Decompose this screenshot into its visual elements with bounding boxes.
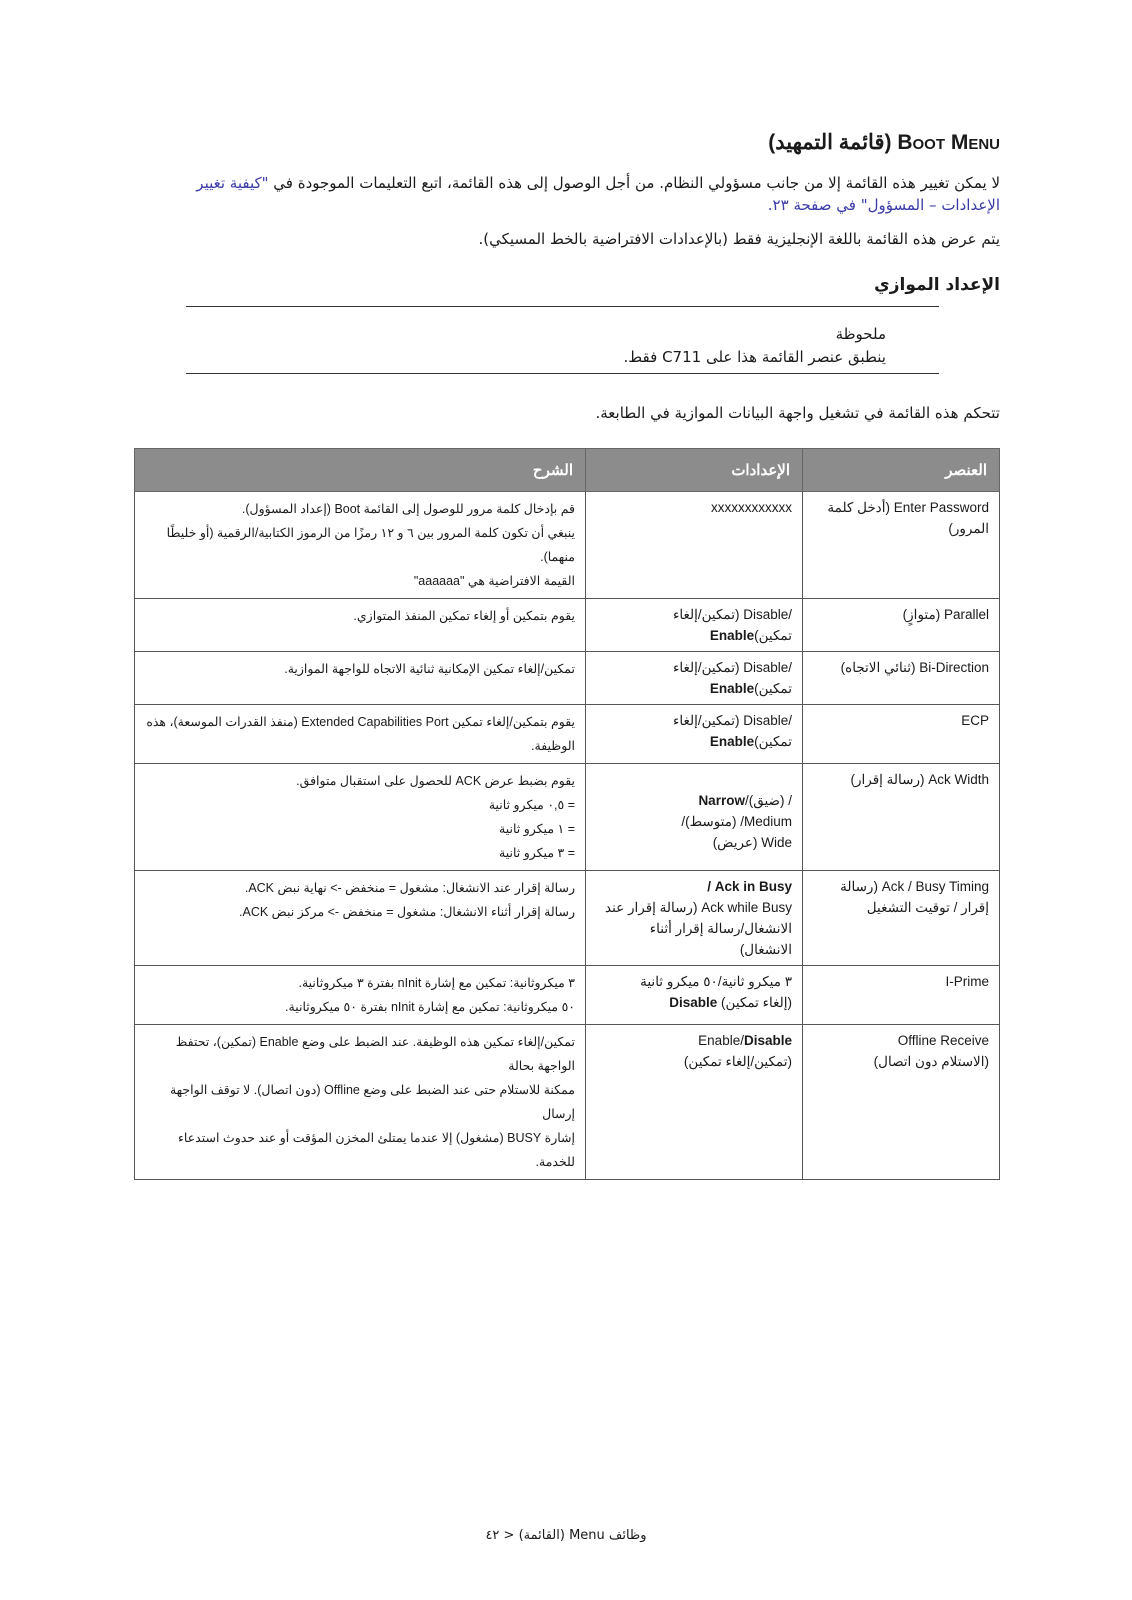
settings-cell bbox=[586, 599, 803, 652]
intro-link[interactable]: "كيفية تغيير الإعدادات – المسؤول" في صفحة ٢٣. bbox=[196, 174, 1000, 214]
explanation-line: رسالة إقرار أثناء الانشغال: مشغول = منخفض -> مركز نبض ACK. bbox=[239, 905, 575, 919]
intro-paragraph bbox=[150, 172, 1000, 216]
explanation-line: يقوم بتمكين/إلغاء تمكين Extended Capabilities Port (منفذ القدرات الموسعة)، هذه الوظيفة. bbox=[146, 715, 575, 753]
setting-default-value: Narrow bbox=[698, 793, 745, 808]
page-footer: وظائف Menu (القائمة) < ٤٢ bbox=[485, 1528, 647, 1543]
item-cell bbox=[803, 652, 1000, 705]
explanation-cell bbox=[135, 599, 586, 652]
setting-option bbox=[596, 790, 792, 811]
explanation-cell bbox=[135, 1025, 586, 1180]
table-row bbox=[135, 871, 1000, 966]
setting-option-text: Wide (عريض) bbox=[712, 835, 792, 850]
note-top-rule bbox=[186, 306, 939, 307]
section-title: الإعداد الموازي bbox=[874, 275, 1000, 295]
setting-option-text: /Disable (تمكين/إلغاء تمكين) bbox=[673, 713, 792, 749]
page-title bbox=[768, 130, 1000, 155]
table-row bbox=[135, 966, 1000, 1025]
setting-option-text: ٣ ميكرو ثانية/٥٠ ميكرو ثانية bbox=[640, 974, 792, 989]
explanation-line: ٣ ميكروثانية: تمكين مع إشارة nInit بفترة ٣ ميكروثانية. bbox=[298, 976, 575, 990]
item-cell bbox=[803, 764, 1000, 871]
settings-cell bbox=[586, 492, 803, 599]
setting-option bbox=[596, 657, 792, 699]
explanation-cell bbox=[135, 764, 586, 871]
setting-option-text: / (ضيق)/ bbox=[744, 793, 792, 808]
settings-table bbox=[134, 448, 1000, 1180]
explanation-cell bbox=[135, 652, 586, 705]
settings-cell bbox=[586, 705, 803, 764]
page-title-english: Boot Menu bbox=[897, 131, 1000, 154]
item-label: Parallel (متوازٍ) bbox=[902, 607, 989, 622]
setting-option-text: الانشغال/رسالة إقرار أثناء الانشغال) bbox=[649, 921, 792, 957]
setting-option bbox=[596, 1030, 792, 1051]
setting-default-value: Disable bbox=[669, 995, 718, 1010]
settings-cell bbox=[586, 652, 803, 705]
header-explanation: الشرح bbox=[135, 449, 586, 492]
item-label: Enter Password (أدخل كلمة bbox=[827, 500, 989, 515]
item-cell bbox=[803, 1025, 1000, 1180]
table-row bbox=[135, 764, 1000, 871]
explanation-cell bbox=[135, 871, 586, 966]
explanation-line: ينبغي أن تكون كلمة المرور بين ٦ و ١٢ رمزًا من الرموز الكتابية/الرقمية (أو خليطًا منهما). bbox=[166, 526, 575, 564]
item-label: Ack / Busy Timing (رسالة bbox=[840, 879, 989, 894]
setting-default-value: Disable bbox=[743, 1033, 792, 1048]
intro-text: لا يمكن تغيير هذه القائمة إلا من جانب مسؤولي النظام. من أجل الوصول إلى هذه القائمة، اتبع التعليمات الموجودة في bbox=[268, 174, 1000, 192]
setting-option bbox=[596, 897, 792, 918]
setting-option bbox=[596, 710, 792, 752]
setting-option bbox=[596, 497, 792, 518]
explanation-line: يقوم بتمكين أو إلغاء تمكين المنفذ المتوازي. bbox=[353, 609, 575, 623]
setting-default-value: Enable bbox=[709, 628, 755, 643]
explanation-line: رسالة إقرار عند الانشغال: مشغول = منخفض -> نهاية نبض ACK. bbox=[244, 881, 575, 895]
explanation-line: تمكين/إلغاء تمكين الإمكانية ثنائية الاتجاه للواجهة الموازية. bbox=[284, 662, 575, 676]
explanation-cell bbox=[135, 966, 586, 1025]
page-title-arabic: (قائمة التمهيد) bbox=[768, 131, 892, 154]
explanation-line: قم بإدخال كلمة مرور للوصول إلى القائمة Boot (إعداد المسؤول). bbox=[241, 502, 575, 516]
settings-cell bbox=[586, 764, 803, 871]
explanation-cell bbox=[135, 705, 586, 764]
setting-option-text: Enable/ bbox=[698, 1033, 744, 1048]
setting-option-text: xxxxxxxxxxxx bbox=[711, 500, 792, 515]
explanation-line: يقوم بضبط عرض ACK للحصول على استقبال متوافق. bbox=[296, 774, 575, 788]
settings-cell bbox=[586, 1025, 803, 1180]
item-label: Bi-Direction (ثنائي الاتجاه) bbox=[840, 660, 989, 675]
item-cell bbox=[803, 599, 1000, 652]
item-label: المرور) bbox=[948, 521, 989, 536]
explanation-line: = ١ ميكرو ثانية bbox=[499, 822, 575, 836]
table-header-row bbox=[135, 449, 1000, 492]
item-cell bbox=[803, 966, 1000, 1025]
table-row bbox=[135, 492, 1000, 599]
item-label: ECP bbox=[961, 713, 989, 728]
explanation-line: القيمة الافتراضية هي "aaaaaa" bbox=[413, 574, 575, 588]
setting-option bbox=[596, 769, 792, 790]
setting-option bbox=[596, 992, 792, 1013]
header-item: العنصر bbox=[803, 449, 1000, 492]
setting-option-text: (إلغاء تمكين) bbox=[717, 995, 792, 1010]
item-label: Ack Width (رسالة إقرار) bbox=[850, 772, 989, 787]
item-label: Offline Receive bbox=[897, 1033, 989, 1048]
setting-option bbox=[596, 1051, 792, 1072]
item-cell bbox=[803, 492, 1000, 599]
table-row bbox=[135, 705, 1000, 764]
setting-option-text: (تمكين/إلغاء تمكين) bbox=[683, 1054, 792, 1069]
table-row bbox=[135, 599, 1000, 652]
setting-option bbox=[596, 832, 792, 853]
setting-option bbox=[596, 971, 792, 992]
explanation-line: ٥٠ ميكروثانية: تمكين مع إشارة nInit بفترة ٥٠ ميكروثانية. bbox=[285, 1000, 575, 1014]
explanation-line: إشارة BUSY (مشغول) إلا عندما يمتلئ المخزن المؤقت أو عند حدوث استدعاء للخدمة. bbox=[178, 1131, 575, 1169]
note-box bbox=[624, 323, 886, 369]
setting-default-value: Enable bbox=[709, 734, 755, 749]
table-row bbox=[135, 1025, 1000, 1180]
setting-option-text: /Disable (تمكين/إلغاء تمكين) bbox=[673, 607, 792, 643]
item-cell bbox=[803, 871, 1000, 966]
note-text: ينطبق عنصر القائمة هذا على C711 فقط. bbox=[623, 348, 886, 366]
explanation-cell bbox=[135, 492, 586, 599]
settings-cell bbox=[586, 966, 803, 1025]
explanation-line: = ٣ ميكرو ثانية bbox=[499, 846, 575, 860]
explanation-line: = ٠,٥ ميكرو ثانية bbox=[488, 798, 575, 812]
setting-default-value: Ack in Busy / bbox=[707, 879, 792, 894]
header-settings: الإعدادات bbox=[586, 449, 803, 492]
item-cell bbox=[803, 705, 1000, 764]
settings-cell bbox=[586, 871, 803, 966]
setting-option bbox=[596, 604, 792, 646]
setting-option-text: Medium/ (متوسط)/ bbox=[681, 814, 792, 829]
setting-option-text: Ack while Busy (رسالة إقرار عند bbox=[605, 900, 792, 915]
parallel-intro: تتحكم هذه القائمة في تشغيل واجهة البيانات الموازية في الطابعة. bbox=[595, 404, 1000, 422]
item-label: إقرار / توقيت التشغيل bbox=[866, 900, 989, 915]
setting-default-value: Enable bbox=[709, 681, 755, 696]
language-note: يتم عرض هذه القائمة باللغة الإنجليزية فقط (بالإعدادات الافتراضية بالخط المسيكي). bbox=[478, 230, 1000, 248]
explanation-line: تمكين/إلغاء تمكين هذه الوظيفة. عند الضبط على وضع Enable (تمكين)، تحتفظ الواجهة بحالة bbox=[175, 1035, 575, 1073]
setting-option bbox=[596, 811, 792, 832]
note-bottom-rule bbox=[186, 373, 939, 374]
table-row bbox=[135, 652, 1000, 705]
note-label: ملحوظة bbox=[835, 325, 886, 343]
item-label: I-Prime bbox=[945, 974, 989, 989]
item-label: (الاستلام دون اتصال) bbox=[873, 1054, 989, 1069]
explanation-line: ممكنة للاستلام حتى عند الضبط على وضع Offline (دون اتصال). لا توقف الواجهة إرسال bbox=[169, 1083, 575, 1121]
setting-option-text: /Disable (تمكين/إلغاء تمكين) bbox=[673, 660, 792, 696]
setting-option bbox=[596, 918, 792, 960]
setting-option bbox=[596, 876, 792, 897]
